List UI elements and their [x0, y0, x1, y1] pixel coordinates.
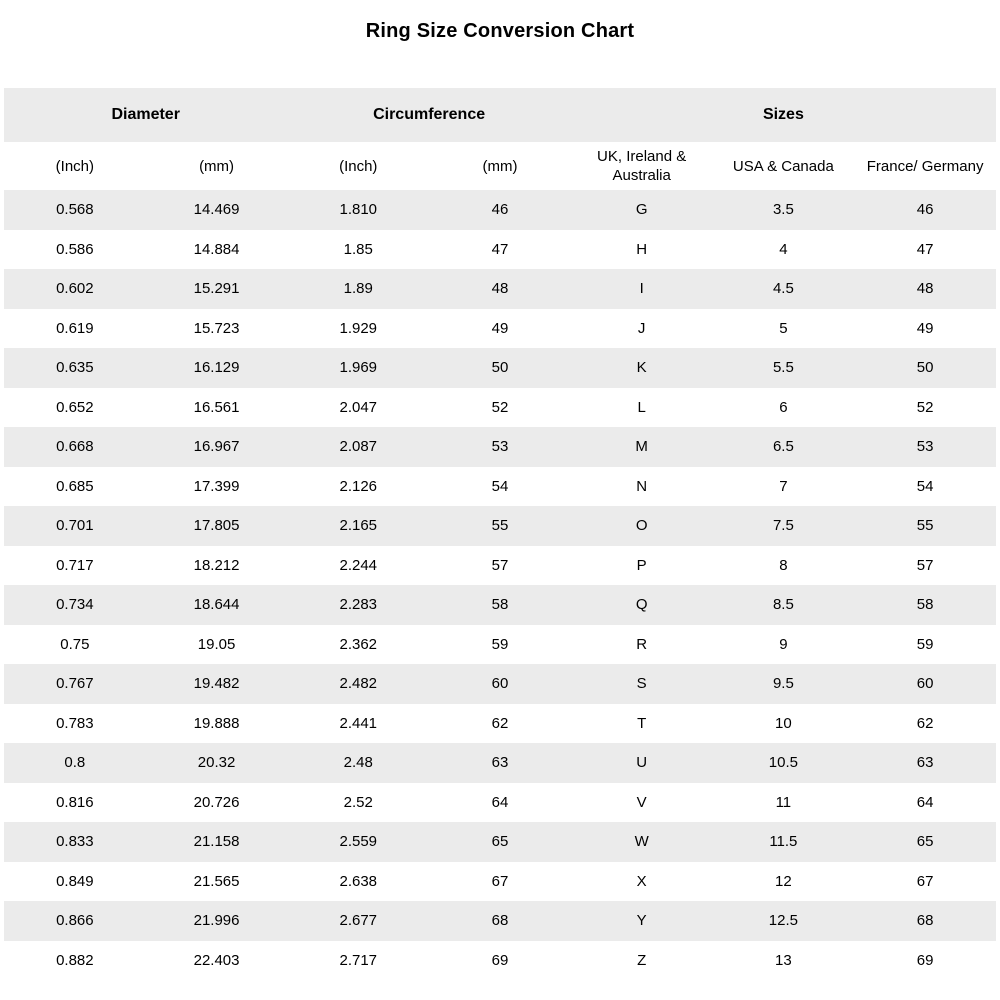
cell: 57 — [491, 556, 509, 574]
cell: 5 — [779, 319, 788, 337]
cell: 0.717 — [56, 556, 94, 574]
cell: 53 — [491, 438, 509, 456]
cell: G — [635, 201, 648, 219]
cell: P — [636, 556, 647, 574]
table-row — [4, 546, 996, 586]
group-header-sizes: Sizes — [571, 88, 996, 142]
cell: 65 — [916, 833, 934, 851]
column-header-diameter-mm: (mm) — [146, 142, 288, 190]
table-row — [4, 664, 996, 704]
table-row — [4, 743, 996, 783]
cell: 12.5 — [768, 912, 798, 930]
cell: 16.129 — [193, 359, 240, 377]
cell: 50 — [491, 359, 509, 377]
cell: 4.5 — [772, 280, 794, 298]
cell: 0.882 — [56, 951, 94, 969]
cell: 68 — [916, 912, 934, 930]
cell: 0.602 — [56, 280, 94, 298]
cell: 22.403 — [193, 951, 240, 969]
cell: 48 — [491, 280, 509, 298]
table-row — [4, 862, 996, 902]
cell: 49 — [916, 319, 934, 337]
cell: 0.586 — [56, 240, 94, 258]
cell: Z — [637, 951, 647, 969]
table-row — [4, 427, 996, 467]
cell: 0.767 — [56, 675, 94, 693]
cell: 19.888 — [193, 714, 240, 732]
cell: 47 — [916, 240, 934, 258]
cell: 63 — [916, 754, 934, 772]
cell: 6 — [779, 398, 788, 416]
cell: 69 — [491, 951, 509, 969]
cell: 65 — [491, 833, 509, 851]
table-row — [4, 190, 996, 230]
cell: 14.469 — [193, 201, 240, 219]
table-row — [4, 822, 996, 862]
group-header-row — [4, 88, 996, 142]
cell: 58 — [916, 596, 934, 614]
cell: 46 — [491, 201, 509, 219]
cell: 2.165 — [339, 517, 378, 535]
page-title: Ring Size Conversion Chart — [365, 20, 635, 42]
cell: 1.810 — [339, 201, 378, 219]
column-header-uk-ireland-australia: UK, Ireland & Australia — [571, 142, 713, 190]
cell: 0.816 — [56, 793, 94, 811]
cell: 2.717 — [339, 951, 378, 969]
cell: 59 — [491, 635, 509, 653]
cell: 11.5 — [769, 833, 798, 851]
cell: V — [636, 793, 647, 811]
cell: 2.52 — [343, 793, 373, 811]
table-row — [4, 348, 996, 388]
cell: 49 — [491, 319, 509, 337]
cell: 12 — [775, 872, 792, 890]
cell: 58 — [491, 596, 509, 614]
cell: 0.75 — [60, 635, 90, 653]
cell: 69 — [916, 951, 934, 969]
cell: 19.482 — [193, 675, 240, 693]
cell: 2.559 — [339, 833, 378, 851]
cell: 64 — [491, 793, 509, 811]
cell: 2.087 — [339, 438, 378, 456]
cell: 14.884 — [193, 240, 240, 258]
cell: 0.8 — [64, 754, 86, 772]
cell: 3.5 — [772, 201, 794, 219]
column-header-usa-canada: USA & Canada — [713, 142, 855, 190]
cell: 67 — [916, 872, 934, 890]
cell: K — [636, 359, 647, 377]
cell: 2.638 — [339, 872, 378, 890]
cell: 11 — [775, 793, 792, 811]
cell: 0.783 — [56, 714, 94, 732]
cell: 52 — [916, 398, 934, 416]
cell: 59 — [916, 635, 934, 653]
cell: 2.48 — [343, 754, 373, 772]
cell: 0.668 — [56, 438, 94, 456]
cell: 0.701 — [56, 517, 94, 535]
column-header-circumference-inch: (Inch) — [287, 142, 429, 190]
cell: 18.212 — [193, 556, 240, 574]
table-row — [4, 625, 996, 665]
cell: 60 — [916, 675, 934, 693]
cell: 21.996 — [193, 912, 240, 930]
ring-size-table — [4, 88, 996, 980]
cell: I — [639, 280, 644, 298]
cell: 55 — [491, 517, 509, 535]
cell: 0.833 — [56, 833, 94, 851]
cell: 53 — [916, 438, 934, 456]
cell: Q — [635, 596, 648, 614]
cell: 15.291 — [193, 280, 240, 298]
cell: 1.929 — [339, 319, 378, 337]
table-body — [4, 190, 996, 980]
cell: 0.619 — [56, 319, 94, 337]
cell: 7 — [779, 477, 788, 495]
cell: 13 — [775, 951, 792, 969]
column-header-row — [4, 142, 996, 190]
table-row — [4, 506, 996, 546]
cell: 47 — [491, 240, 509, 258]
cell: Y — [636, 912, 647, 930]
table-row — [4, 269, 996, 309]
cell: L — [637, 398, 646, 416]
table-row — [4, 467, 996, 507]
cell: 21.158 — [193, 833, 240, 851]
table-row — [4, 309, 996, 349]
cell: 1.85 — [343, 240, 373, 258]
cell: 2.047 — [339, 398, 378, 416]
cell: 64 — [916, 793, 934, 811]
cell: 48 — [916, 280, 934, 298]
cell: 62 — [916, 714, 934, 732]
cell: 54 — [491, 477, 509, 495]
cell: 2.244 — [339, 556, 378, 574]
table-row — [4, 230, 996, 270]
cell: 0.866 — [56, 912, 94, 930]
cell: 8.5 — [772, 596, 794, 614]
cell: 0.652 — [56, 398, 94, 416]
cell: M — [635, 438, 648, 456]
cell: 50 — [916, 359, 934, 377]
column-header-circumference-mm: (mm) — [429, 142, 571, 190]
cell: 8 — [779, 556, 788, 574]
cell: S — [636, 675, 647, 693]
cell: 16.967 — [193, 438, 240, 456]
table-header — [4, 88, 996, 190]
cell: 46 — [916, 201, 934, 219]
cell: 60 — [491, 675, 509, 693]
cell: 0.849 — [56, 872, 94, 890]
cell: U — [636, 754, 648, 772]
table-row — [4, 783, 996, 823]
cell: 63 — [491, 754, 509, 772]
cell: 7.5 — [772, 517, 794, 535]
cell: 1.969 — [339, 359, 378, 377]
cell: 52 — [491, 398, 509, 416]
cell: 0.685 — [56, 477, 94, 495]
column-header-diameter-inch: (Inch) — [4, 142, 146, 190]
cell: H — [636, 240, 648, 258]
table-row — [4, 941, 996, 981]
cell: 16.561 — [193, 398, 240, 416]
cell: 15.723 — [193, 319, 240, 337]
cell: 20.32 — [197, 754, 236, 772]
cell: 17.399 — [193, 477, 240, 495]
cell: 57 — [916, 556, 934, 574]
cell: 0.635 — [56, 359, 94, 377]
cell: 2.441 — [339, 714, 378, 732]
cell: O — [635, 517, 648, 535]
cell: 10 — [775, 714, 792, 732]
cell: 9 — [779, 635, 788, 653]
cell: 20.726 — [193, 793, 240, 811]
cell: 0.568 — [56, 201, 94, 219]
cell: 6.5 — [772, 438, 794, 456]
table-row — [4, 585, 996, 625]
cell: 54 — [916, 477, 934, 495]
cell: 2.126 — [339, 477, 378, 495]
cell: 9.5 — [772, 675, 794, 693]
table-row — [4, 388, 996, 428]
cell: 1.89 — [343, 280, 373, 298]
cell: 10.5 — [768, 754, 798, 772]
cell: 68 — [491, 912, 509, 930]
cell: 17.805 — [193, 517, 240, 535]
cell: 5.5 — [772, 359, 794, 377]
cell: X — [636, 872, 647, 890]
cell: 21.565 — [193, 872, 240, 890]
group-header-circumference: Circumference — [287, 88, 570, 142]
cell: 2.482 — [339, 675, 378, 693]
cell: N — [636, 477, 648, 495]
cell: 2.677 — [339, 912, 378, 930]
cell: 2.362 — [339, 635, 378, 653]
cell: 19.05 — [197, 635, 236, 653]
cell: 55 — [916, 517, 934, 535]
cell: 62 — [491, 714, 509, 732]
group-header-diameter: Diameter — [4, 88, 287, 142]
table-row — [4, 704, 996, 744]
cell: 2.283 — [339, 596, 378, 614]
cell: 4 — [779, 240, 788, 258]
cell: 67 — [491, 872, 509, 890]
cell: T — [637, 714, 647, 732]
column-header-france-germany: France/ Germany — [854, 142, 996, 190]
table-row — [4, 901, 996, 941]
cell: 18.644 — [193, 596, 240, 614]
cell: R — [636, 635, 648, 653]
cell: J — [637, 319, 646, 337]
cell: W — [634, 833, 649, 851]
cell: 0.734 — [56, 596, 94, 614]
